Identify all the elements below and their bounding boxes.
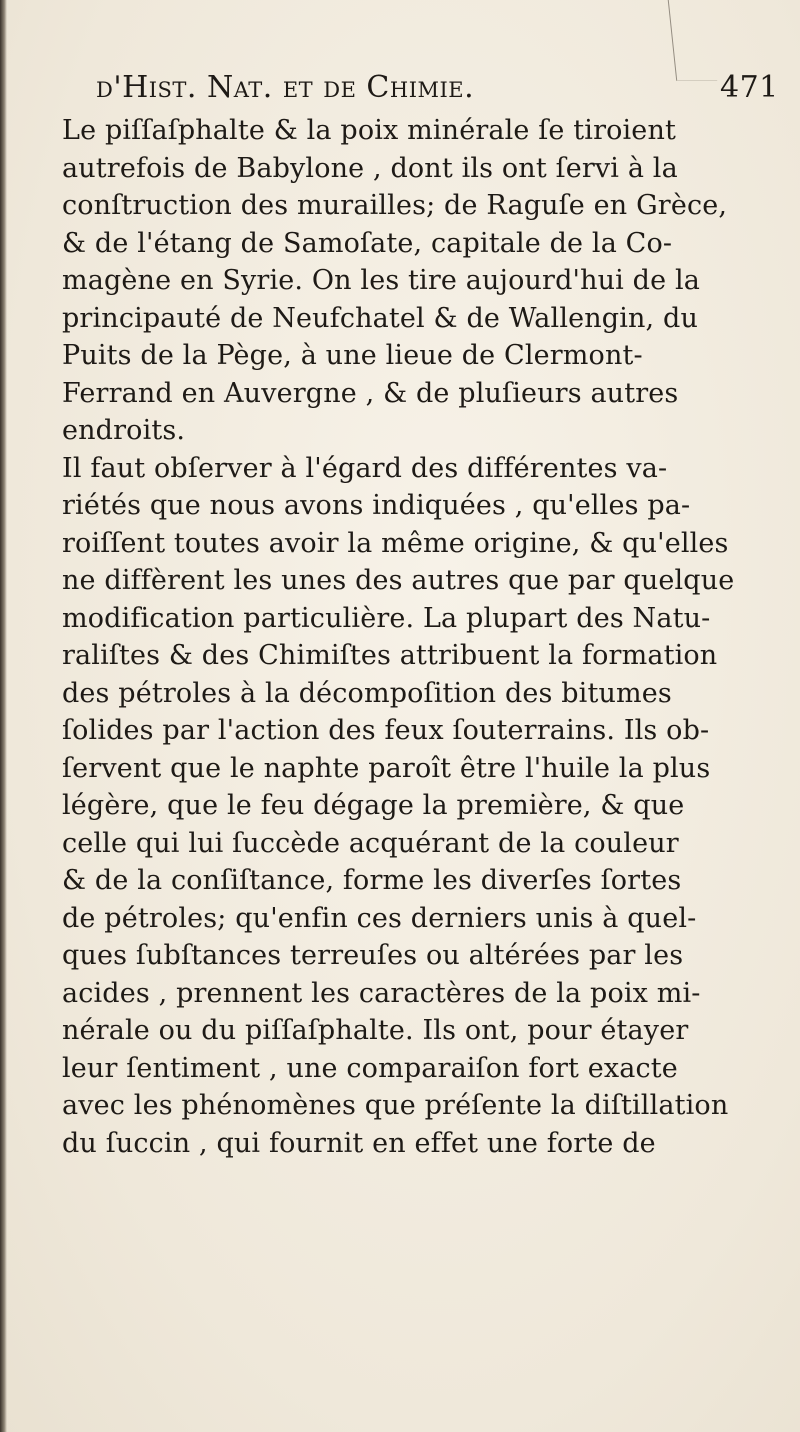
text-line: autrefois de Babylone , dont ils ont ſervi à la: [62, 152, 678, 184]
text-line: & de la conſiſtance, forme les diverſes ſortes: [62, 865, 682, 896]
text-line: ne diffèrent les unes des autres que par quelque: [62, 565, 735, 596]
text-line: roiſſent toutes avoir la même origine, & qu'elles: [62, 527, 729, 559]
running-title: d'Hist. Nat. et de Chimie.: [96, 70, 475, 105]
page-number: 471: [720, 70, 779, 105]
text-line: Le piſſaſphalte & la poix minérale ſe tiroient: [62, 115, 676, 146]
text-line: celle qui lui ſuccède acquérant de la couleur: [62, 827, 679, 859]
text-line: Puits de la Pège, à une lieue de Clermont-: [62, 340, 643, 371]
text-line: Ferrand en Auvergne , & de pluſieurs autres: [62, 377, 679, 409]
body-text: [62, 112, 792, 1162]
running-header: [96, 70, 796, 110]
text-line: endroits.: [62, 415, 186, 446]
text-line: modification particulière. La plupart des Natu-: [62, 602, 711, 634]
text-line: légère, que le feu dégage la première, & que: [62, 790, 685, 821]
text-line: & de l'étang de Samoſate, capitale de la Co-: [62, 227, 673, 259]
paper-fold-mark: [668, 0, 718, 81]
text-line: avec les phénomènes que préſente la diſtillation: [62, 1090, 729, 1121]
text-line: du ſuccin , qui fournit en effet une forte de: [62, 1127, 656, 1159]
text-line: principauté de Neufchatel & de Wallengin, du: [62, 302, 698, 334]
text-line: des pétroles à la décompoſition des bitumes: [62, 677, 672, 709]
text-line: ſolides par l'action des feux ſouterrains. Ils ob-: [62, 715, 710, 746]
text-line: magène en Syrie. On les tire aujourd'hui de la: [62, 265, 700, 296]
text-line: ſervent que le naphte paroît être l'huile la plus: [62, 752, 711, 784]
text-line: Il faut obſerver à l'égard des différentes va-: [62, 452, 668, 484]
text-line: leur ſentiment , une comparaiſon fort exacte: [62, 1052, 678, 1084]
page-binding-edge: [0, 0, 7, 1432]
text-line: nérale ou du piſſaſphalte. Ils ont, pour étayer: [62, 1015, 689, 1046]
text-line: ques ſubſtances terreuſes ou altérées par les: [62, 940, 684, 971]
text-line: de pétroles; qu'enfin ces derniers unis à quel-: [62, 902, 697, 934]
text-line: acides , prennent les caractères de la poix mi-: [62, 977, 701, 1009]
text-line: raliſtes & des Chimiſtes attribuent la formation: [62, 640, 718, 671]
text-line: riétés que nous avons indiquées , qu'elles pa-: [62, 490, 691, 521]
text-line: conſtruction des murailles; de Raguſe en Grèce,: [62, 190, 728, 221]
